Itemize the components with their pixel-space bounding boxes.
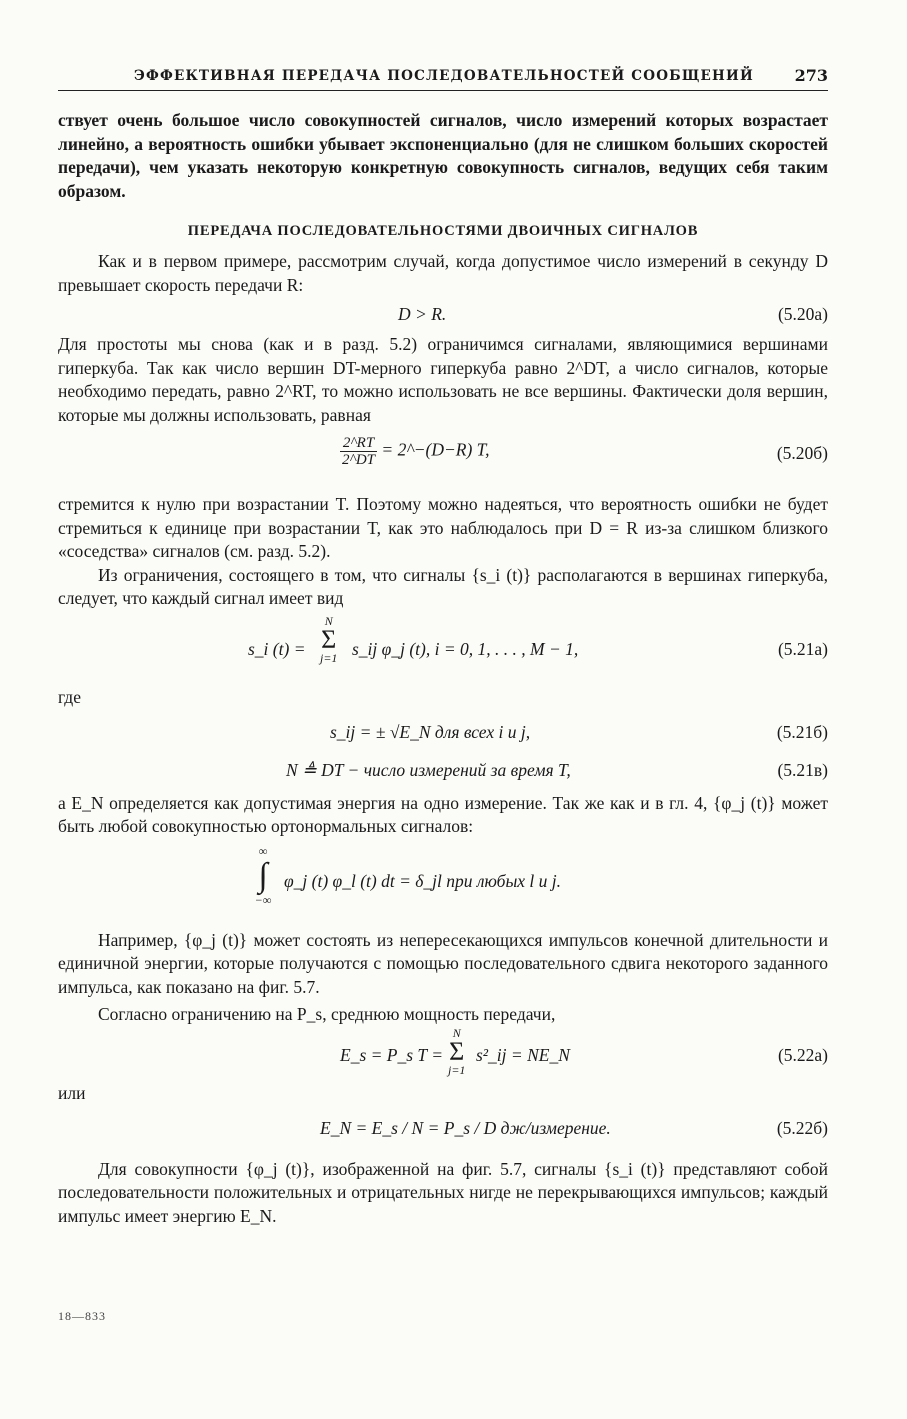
equation-5-21a-number: (5.21а) [777, 638, 828, 659]
equation-5-20b-body [340, 435, 490, 468]
equation-5-20b-fraction [340, 435, 377, 468]
equation-5-21a [58, 615, 828, 683]
intro-paragraph: ствует очень большое число совокупностей сигналов, число измерений которых возрастает линейно, а вероятность ошибки убывает экспоненциально (для не слишком больших скоростей передачи), чем указать некоторую конкретную совокупность сигналов, ведущих себя таким образом. [58, 110, 828, 201]
equation-5-21b-body: s_ij = ± √E_N для всех i и j, [330, 721, 531, 742]
equation-5-21a-lhs: s_i (t) = [248, 638, 306, 659]
equation-orthonormality-body: φ_j (t) φ_l (t) dt = δ_jl при любых l и j. [284, 870, 562, 891]
equation-5-21c-body: N ≜ DT − число измерений за время T, [286, 759, 571, 780]
equation-5-20a-number: (5.20а) [777, 304, 828, 324]
equation-5-21b [58, 720, 828, 750]
paragraph-6: Например, {φ_j (t)} может состоять из непересекающихся импульсов конечной длительности и единичной энергии, которые получаются с помощью последовательного сдвига некоторого заданного импульса, как показано на фиг. 5.7. [58, 929, 828, 997]
equation-5-20a-body: D > R. [398, 304, 447, 324]
equation-5-22a-rhs: s²_ij = NE_N [476, 1044, 570, 1065]
equation-5-22a-lhs: E_s = P_s T = [340, 1044, 444, 1065]
page-number: 273 [794, 66, 828, 85]
or-label: или [58, 1082, 86, 1103]
equation-5-21a-sum-top: N [324, 613, 333, 628]
paragraph-2: Для простоты мы снова (как и в разд. 5.2) ограничимся сигналами, являющимися вершинами гиперкуба. Так как число вершин DT-мерного гиперкуба равно 2^DT, а число сигналов, которые необходимо передать, равно 2^RT, то можно использовать не все вершины. Фактически доля вершин, которые мы должны использовать, равная [58, 334, 828, 425]
paragraph-3: стремится к нулю при возрастании T. Поэтому можно надеяться, что вероятность ошибки не будет стремиться к единице при возрастании T, как это наблюдалось при D = R из-за слишком близкого «соседства» сигналов (см. разд. 5.2). [58, 494, 828, 561]
signature-mark: 18—833 [58, 1309, 106, 1323]
equation-5-22b-body: E_N = E_s / N = P_s / D дж/измерение. [320, 1117, 611, 1138]
section-heading: ПЕРЕДАЧА ПОСЛЕДОВАТЕЛЬНОСТЯМИ ДВОИЧНЫХ СИГНАЛОВ [187, 223, 699, 239]
equation-5-22a-sum-top: N [452, 1025, 461, 1040]
summation-sign: Σ [449, 1036, 465, 1066]
running-head [58, 60, 828, 91]
integral [252, 845, 274, 907]
equation-5-22a-sum-bottom: j=1 [448, 1062, 466, 1077]
equation-5-22a-number: (5.22а) [777, 1044, 828, 1065]
integral-lower-limit: −∞ [254, 892, 272, 907]
equation-5-21c-number: (5.21в) [777, 759, 828, 780]
paragraph-5: а E_N определяется как допустимая энергия на одно измерение. Так же как и в гл. 4, {φ_j (t)} может быть любой совокупностью ортонормальных сигналов: [58, 792, 828, 836]
equation-5-22b-number: (5.22б) [776, 1117, 828, 1138]
summation-sign: Σ [321, 624, 337, 654]
equation-orthonormality [58, 845, 828, 925]
equation-5-20b [58, 431, 828, 481]
equation-5-20b-number: (5.20б) [776, 443, 828, 463]
page [58, 60, 828, 1228]
paragraph-1: Как и в первом примере, рассмотрим случай, когда допустимое число измерений в секунду D превышает скорость передачи R: [58, 251, 828, 295]
paragraph-7: Согласно ограничению на P_s, среднюю мощность передачи, [98, 1004, 556, 1024]
paragraph-4: Из ограничения, состоящего в том, что сигналы {s_i (t)} располагаются в вершинах гиперкуба, следует, что каждый сигнал имеет вид [58, 564, 828, 608]
equation-5-22a-sum [448, 1027, 465, 1077]
equation-5-21a-rhs: s_ij φ_j (t), i = 0, 1, . . . , M − 1, [352, 638, 579, 659]
equation-5-21a-sum [320, 615, 337, 665]
equation-5-21c [58, 758, 828, 788]
equation-5-20b-rhs: = 2^−(D−R) T, [381, 439, 490, 460]
integral-upper-limit: ∞ [258, 843, 268, 858]
paragraph-8: Для совокупности {φ_j (t)}, изображенной на фиг. 5.7, сигналы {s_i (t)} представляют собой последовательности положительных и отрицательных нигде не перекрывающихся импульсов; каждый импульс имеет энергию E_N. [58, 1158, 828, 1226]
integral-sign: ∫ [258, 856, 268, 894]
equation-5-22a [58, 1025, 828, 1083]
running-head-title: ЭФФЕКТИВНАЯ ПЕРЕДАЧА ПОСЛЕДОВАТЕЛЬНОСТЕЙ СООБЩЕНИЙ [134, 68, 754, 84]
equation-5-20b-numerator: 2^RT [340, 435, 377, 452]
where-label: где [58, 686, 81, 707]
equation-5-22b [58, 1110, 828, 1150]
equation-5-20a [58, 301, 828, 331]
equation-5-20b-denominator: 2^DT [342, 452, 376, 468]
equation-5-21b-number: (5.21б) [776, 721, 828, 742]
equation-5-21a-sum-bottom: j=1 [320, 650, 338, 665]
